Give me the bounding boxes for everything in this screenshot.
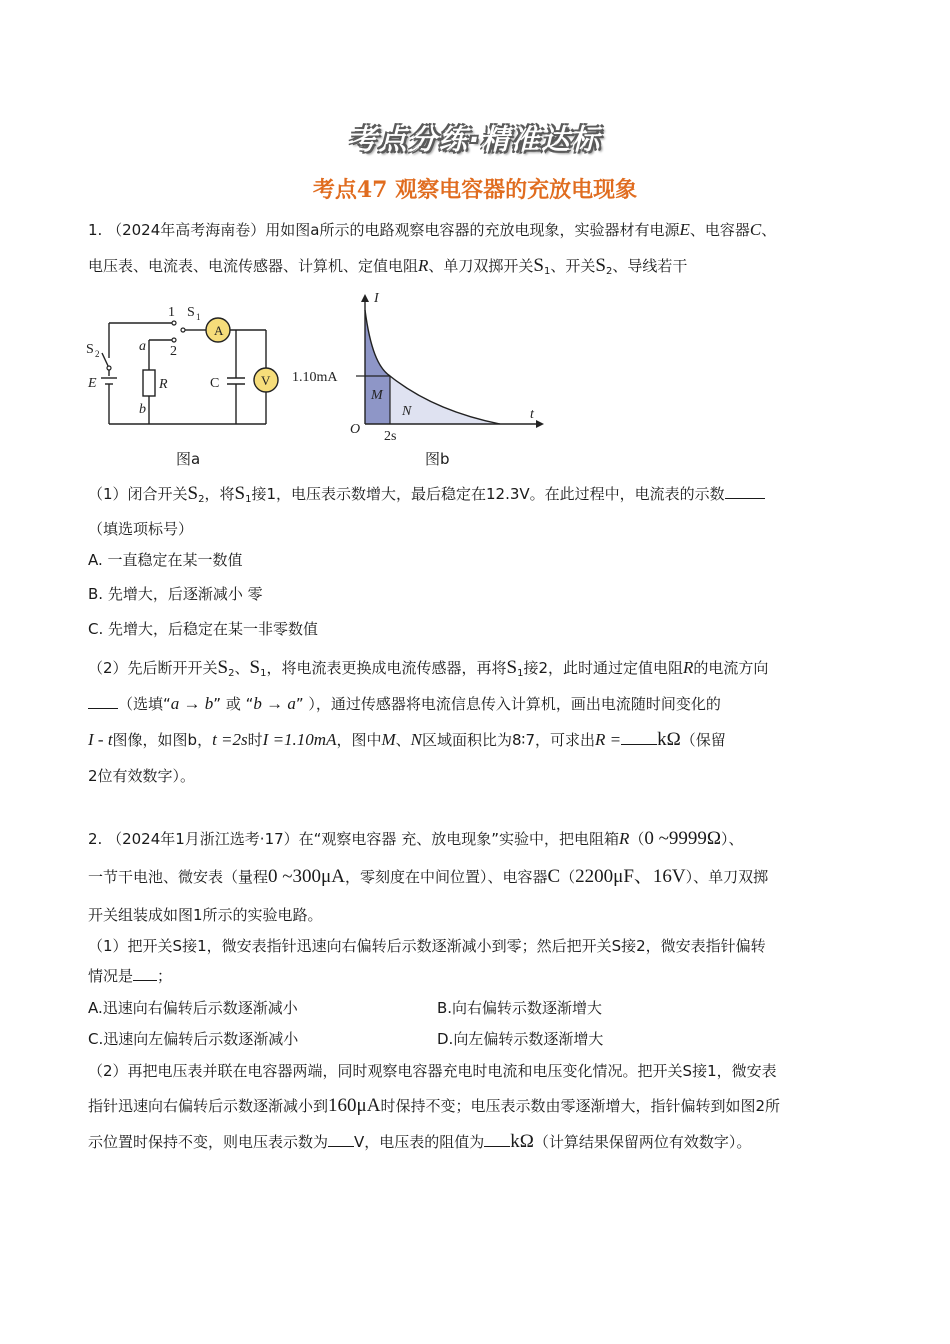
svg-text:N: N xyxy=(402,404,412,419)
svg-text:2: 2 xyxy=(170,344,177,359)
q1-option-a: A. 一直稳定在某一数值 xyxy=(88,551,243,569)
q2-line-3: 开关组装成如图1所示的实验电路。 xyxy=(88,906,323,924)
svg-text:R: R xyxy=(159,377,168,392)
svg-text:C: C xyxy=(210,376,220,391)
svg-text:O: O xyxy=(350,422,361,437)
q1-part1: （1）闭合开关$S_2$，将$S_1$接1，电压表示数增大，最后稳定在12.3V。在此过程中，电流表的示数 xyxy=(88,484,765,510)
svg-text:1.10mA: 1.10mA xyxy=(292,370,338,385)
svg-text:t: t xyxy=(530,407,534,422)
q1-part2-line2: （选填“a → b” 或 “b → a” ），通过传感器将电流信息传入计算机，画出电流随时间变化的 xyxy=(88,694,721,714)
figure-a-caption: 图a xyxy=(176,450,201,468)
svg-text:b: b xyxy=(139,402,146,417)
q1-part1-hint: （填选项标号） xyxy=(88,520,194,538)
svg-text:1: 1 xyxy=(196,312,201,322)
answer-blank[interactable] xyxy=(133,966,157,981)
svg-text:a: a xyxy=(139,339,146,354)
section-banner: 考点分练·精准达标 xyxy=(348,123,602,156)
svg-text:A: A xyxy=(214,323,224,338)
answer-blank[interactable] xyxy=(725,484,765,499)
q2-part2-line3: 示位置时保持不变，则电压表示数为 V，电压表的阻值为 kΩ（计算结果保留两位有效数字）。 xyxy=(88,1131,752,1152)
q2-line-1: 2. （2024年1月浙江选考·17）在“观察电容器 充、放电现象”实验中，把电阻箱R（0 ~9999Ω）、 xyxy=(88,828,744,849)
svg-text:I: I xyxy=(374,291,379,306)
svg-text:1: 1 xyxy=(168,305,175,320)
answer-blank[interactable] xyxy=(484,1132,510,1147)
q2-part2-line1: （2）再把电压表并联在电容器两端，同时观察电容器充电时电流和电压变化情况。把开关S接1，微安表 xyxy=(88,1062,777,1080)
circuit-diagram xyxy=(84,298,284,433)
q2-option-b: B.向右偏转示数逐渐增大 xyxy=(437,999,603,1017)
q2-line-2: 一节干电池、微安表（量程0 ~300μA，零刻度在中间位置）、电容器C（2200μF、16V）、单刀双掷 xyxy=(88,866,769,887)
q1-line-1: 1. （2024年高考海南卷）用如图a所示的电路观察电容器的充放电现象，实验器材有电源E、电容器C、 xyxy=(88,220,777,239)
q2-option-c: C.迅速向左偏转后示数逐渐减小 xyxy=(88,1030,299,1048)
q1-line-2: 电压表、电流表、电流传感器、计算机、定值电阻R、单刀双掷开关$S_1$、开关$S_2$、导线若干 xyxy=(88,255,688,277)
svg-text:E: E xyxy=(88,376,97,391)
figure-b-caption: 图b xyxy=(425,450,450,468)
svg-text:V: V xyxy=(261,373,271,388)
q2-part2-line2: 指针迅速向右偏转后示数逐渐减小到160μA时保持不变；电压表示数由零逐渐增大，指针偏转到如图2所 xyxy=(88,1095,780,1116)
answer-blank[interactable] xyxy=(88,694,118,709)
svg-text:2s: 2s xyxy=(384,429,397,444)
q1-part2-line1: （2）先后断开开关$S_2$、$S_1$，将电流表更换成电流传感器，再将$S_1$接2，此时通过定值电阻R的电流方向 xyxy=(88,657,769,679)
svg-text:S: S xyxy=(187,305,195,320)
answer-blank[interactable] xyxy=(328,1132,354,1147)
answer-blank[interactable] xyxy=(621,730,657,745)
svg-text:M: M xyxy=(371,388,383,403)
q1-option-c: C. 先增大，后稳定在某一非零数值 xyxy=(88,620,319,638)
q1-part2-line3: I - t图像，如图b，t =2s时I =1.10mA，图中M、N区域面积比为8∶7，可求出R = kΩ（保留 xyxy=(88,729,726,750)
q2-part1-line2: 情况是 ； xyxy=(88,967,173,985)
q2-options-ab: A.迅速向右偏转后示数逐渐减小 xyxy=(88,999,298,1017)
current-time-graph xyxy=(290,288,550,448)
svg-text:S: S xyxy=(86,342,94,357)
q1-part2-line4: 2位有效数字）。 xyxy=(88,767,196,785)
q2-option-d: D.向左偏转示数逐渐增大 xyxy=(437,1030,604,1048)
q2-part1-line1: （1）把开关S接1，微安表指针迅速向右偏转后示数逐渐减小到零；然后把开关S接2，微安表指针偏转 xyxy=(88,937,766,955)
q1-option-b: B. 先增大，后逐渐减小 零 xyxy=(88,585,263,603)
svg-text:2: 2 xyxy=(95,349,100,359)
page-title: 考点47 观察电容器的充放电现象 xyxy=(312,177,638,203)
